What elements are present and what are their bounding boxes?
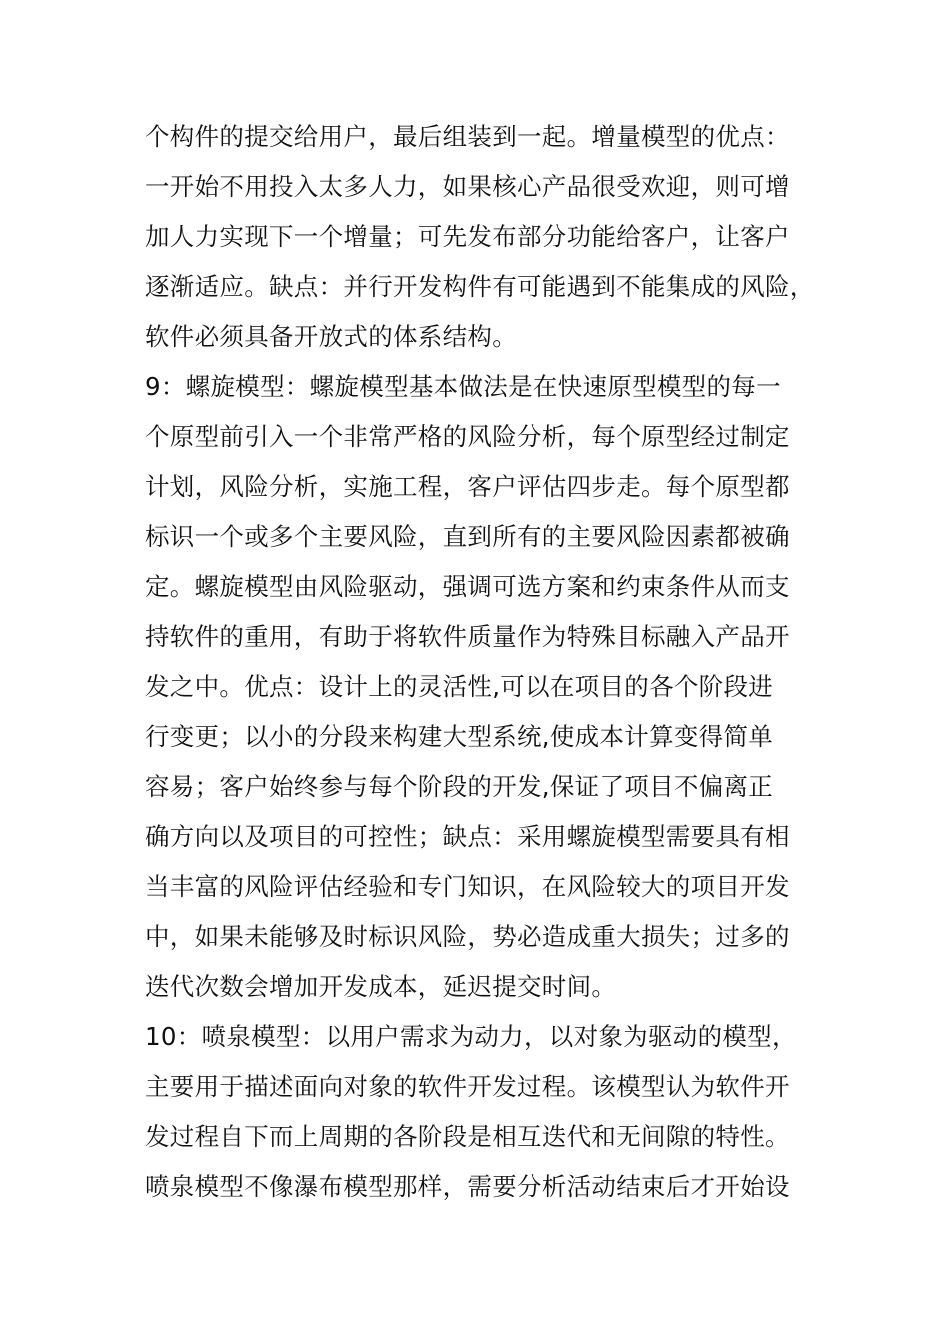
- text-line: 个构件的提交给用户，最后组装到一起。增量模型的优点：: [145, 122, 790, 151]
- text-line: 软件必须具备开放式的体系结构。: [145, 322, 517, 351]
- section-heading-line: 10：喷泉模型：以用户需求为动力，以对象为驱动的模型，: [145, 1022, 797, 1051]
- text-line: 发之中。优点：设计上的灵活性,可以在项目的各个阶段进: [145, 672, 774, 701]
- text-line: 发过程自下而上周期的各阶段是相互迭代和无间隙的特性。: [145, 1122, 790, 1151]
- text-line: 标识一个或多个主要风险，直到所有的主要风险因素都被确: [145, 522, 790, 551]
- text-line: 计划，风险分析，实施工程，客户评估四步走。每个原型都: [145, 472, 790, 501]
- text-line: 喷泉模型不像瀑布模型那样，需要分析活动结束后才开始设: [145, 1172, 790, 1201]
- text-line: 逐渐适应。缺点：并行开发构件有可能遇到不能集成的风险，: [145, 272, 815, 301]
- text-line: 定。螺旋模型由风险驱动，强调可选方案和约束条件从而支: [145, 572, 790, 601]
- text-line: 容易；客户始终参与每个阶段的开发,保证了项目不偏离正: [145, 772, 774, 801]
- text-line: 一开始不用投入太多人力，如果核心产品很受欢迎，则可增: [145, 172, 790, 201]
- text-line: 当丰富的风险评估经验和专门知识，在风险较大的项目开发: [145, 872, 790, 901]
- text-line: 主要用于描述面向对象的软件开发过程。该模型认为软件开: [145, 1072, 790, 1101]
- section-heading-line: 9：螺旋模型：螺旋模型基本做法是在快速原型模型的每一: [145, 372, 781, 401]
- text-line: 个原型前引入一个非常严格的风险分析，每个原型经过制定: [145, 422, 790, 451]
- document-body: [145, 112, 815, 1212]
- text-line: 迭代次数会增加开发成本，延迟提交时间。: [145, 972, 617, 1001]
- text-line: 加人力实现下一个增量；可先发布部分功能给客户，让客户: [145, 222, 790, 251]
- text-line: 中，如果未能够及时标识风险，势必造成重大损失；过多的: [145, 922, 790, 951]
- text-line: 确方向以及项目的可控性；缺点：采用螺旋模型需要具有相: [145, 822, 790, 851]
- text-line: 持软件的重用，有助于将软件质量作为特殊目标融入产品开: [145, 622, 790, 651]
- text-line: 行变更；以小的分段来构建大型系统,使成本计算变得简单: [145, 722, 774, 751]
